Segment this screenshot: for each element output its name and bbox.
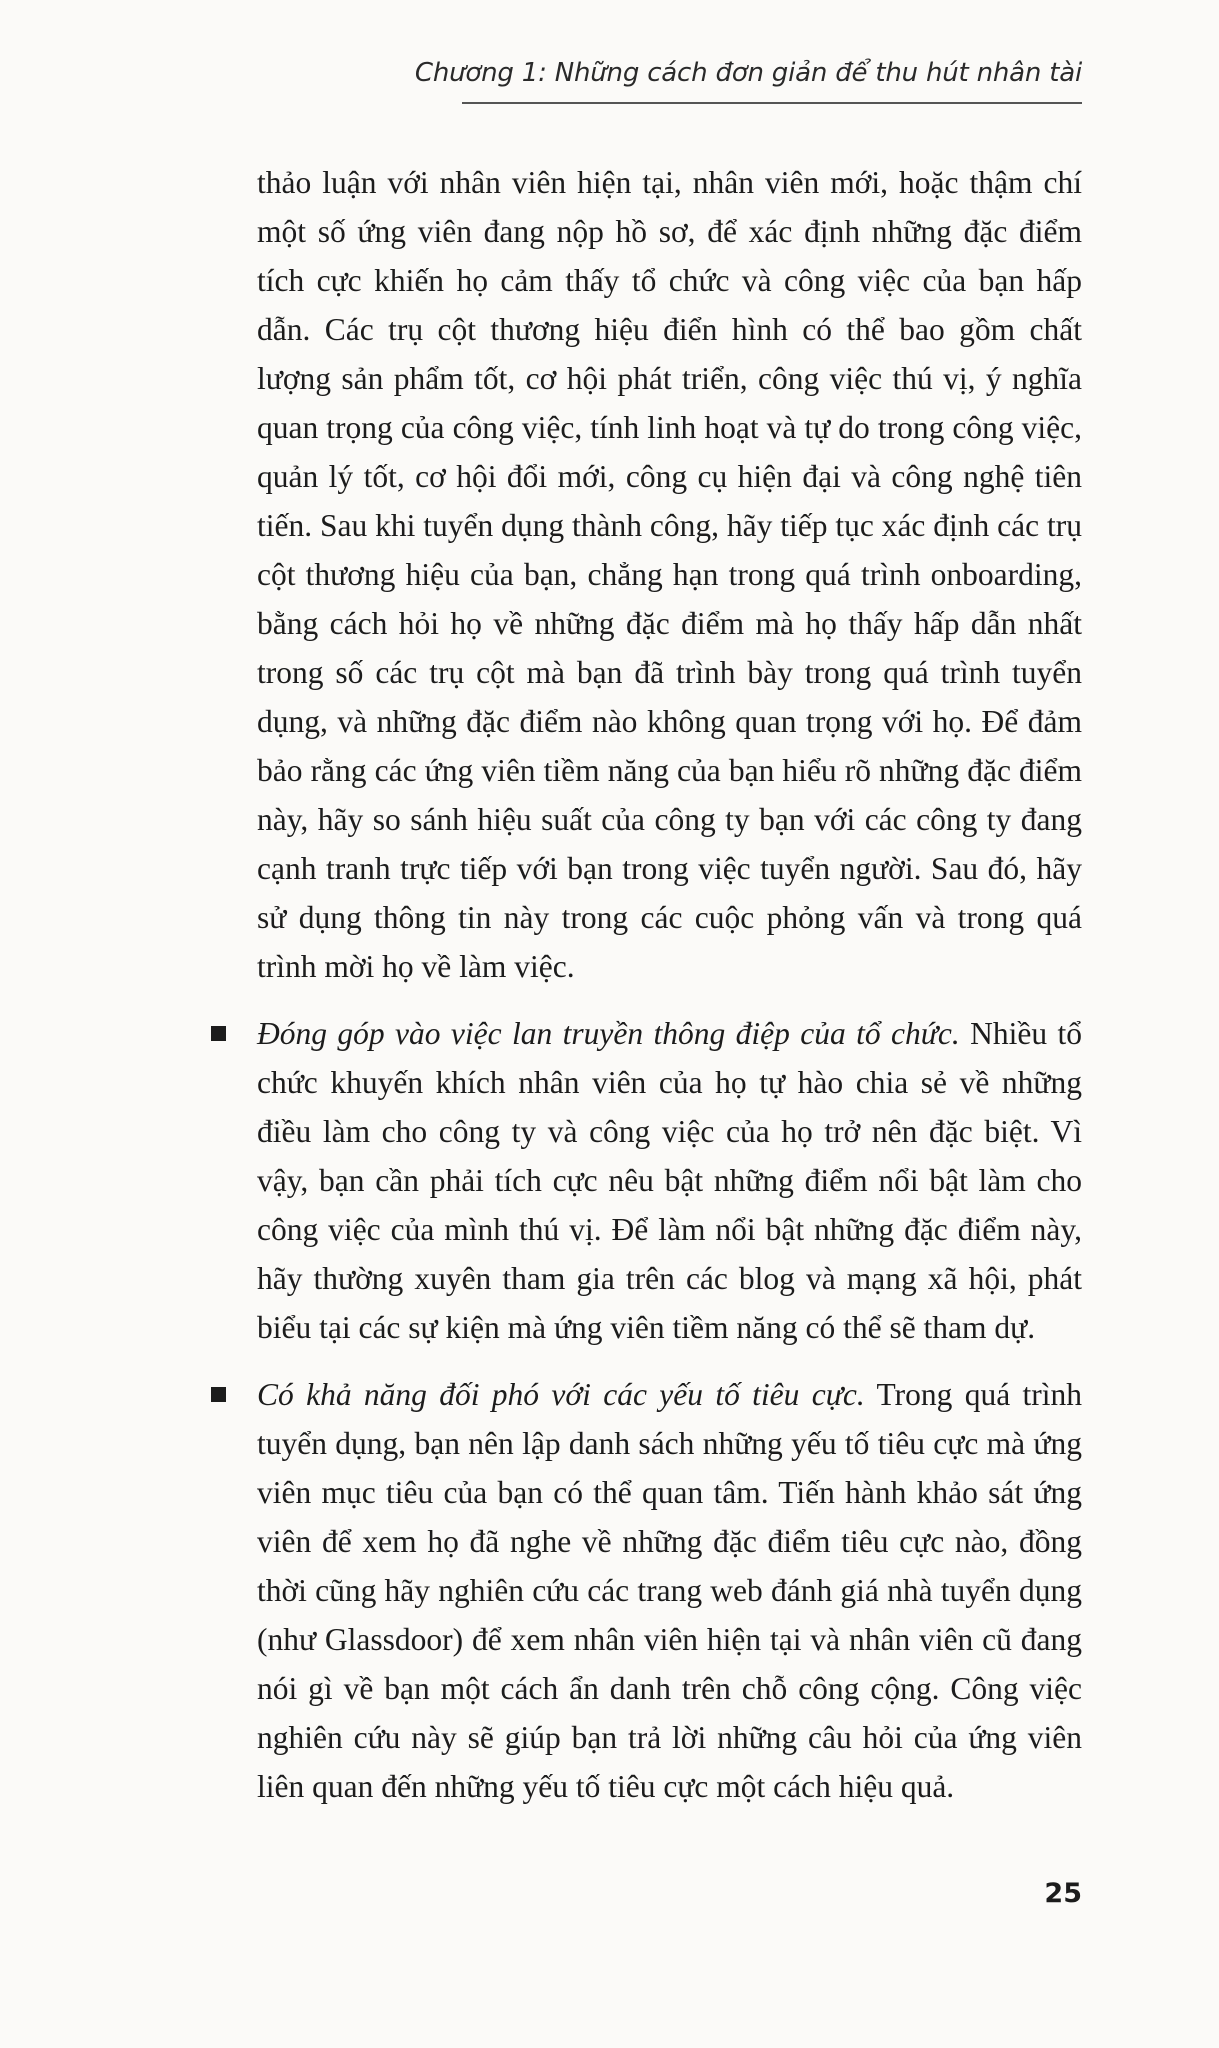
page-body — [257, 158, 1082, 1829]
bullet-text: Nhiều tổ chức khuyến khích nhân viên của họ tự hào chia sẻ về những điều làm cho công ty và công việc của họ trở nên đặc biệt. Vì vậy, bạn cần phải tích cực nêu bật những điểm nổi bật làm cho công việc của mình thú vị. Để làm nổi bật những đặc điểm này, hãy thường xuyên tham gia trên các blog và mạng xã hội, phát biểu tại các sự kiện mà ứng viên tiềm năng có thể sẽ tham dự. — [257, 1016, 1083, 1345]
chapter-title: Chương 1: Những cách đơn giản để thu hút nhân tài — [414, 58, 1082, 88]
page-number: 25 — [1044, 1878, 1082, 1909]
bullet-paragraph — [257, 1009, 1082, 1352]
bullet-text: Trong quá trình tuyển dụng, bạn nên lập danh sách những yếu tố tiêu cực mà ứng viên mục tiêu của bạn có thể quan tâm. Tiến hành khảo sát ứng viên để xem họ đã nghe về những đặc điểm tiêu cực nào, đồng thời cũng hãy nghiên cứu các trang web đánh giá nhà tuyển dụng (như Glassdoor) để xem nhân viên hiện tại và nhân viên cũ đang nói gì về bạn một cách ẩn danh trên chỗ công cộng. Công việc nghiên cứu này sẽ giúp bạn trả lời những câu hỏi của ứng viên liên quan đến những yếu tố tiêu cực một cách hiệu quả. — [257, 1377, 1083, 1804]
body-paragraph: thảo luận với nhân viên hiện tại, nhân viên mới, hoặc thậm chí một số ứng viên đang nộp hồ sơ, để xác định những đặc điểm tích cực khiến họ cảm thấy tổ chức và công việc của bạn hấp dẫn. Các trụ cột thương hiệu điển hình có thể bao gồm chất lượng sản phẩm tốt, cơ hội phát triển, công việc thú vị, ý nghĩa quan trọng của công việc, tính linh hoạt và tự do trong công việc, quản lý tốt, cơ hội đổi mới, công cụ hiện đại và công nghệ tiên tiến. Sau khi tuyển dụng thành công, hãy tiếp tục xác định các trụ cột thương hiệu của bạn, chẳng hạn trong quá trình onboarding, bằng cách hỏi họ về những đặc điểm mà họ thấy hấp dẫn nhất trong số các trụ cột mà bạn đã trình bày trong quá trình tuyển dụng, và những đặc điểm nào không quan trọng với họ. Để đảm bảo rằng các ứng viên tiềm năng của bạn hiểu rõ những đặc điểm này, hãy so sánh hiệu suất của công ty bạn với các công ty đang cạnh tranh trực tiếp với bạn trong việc tuyển người. Sau đó, hãy sử dụng thông tin này trong các cuộc phỏng vấn và trong quá trình mời họ về làm việc. — [257, 165, 1082, 984]
bullet-list — [257, 1009, 1082, 1811]
bullet-lead: Đóng góp vào việc lan truyền thông điệp của tổ chức. — [257, 1016, 960, 1051]
square-bullet-icon — [211, 1387, 226, 1402]
list-item — [257, 1370, 1082, 1811]
header-rule — [462, 102, 1082, 104]
list-item — [257, 1009, 1082, 1352]
bullet-paragraph — [257, 1370, 1082, 1811]
running-header — [0, 58, 1082, 92]
square-bullet-icon — [211, 1026, 226, 1041]
bullet-lead: Có khả năng đối phó với các yếu tố tiêu cực. — [257, 1377, 865, 1412]
